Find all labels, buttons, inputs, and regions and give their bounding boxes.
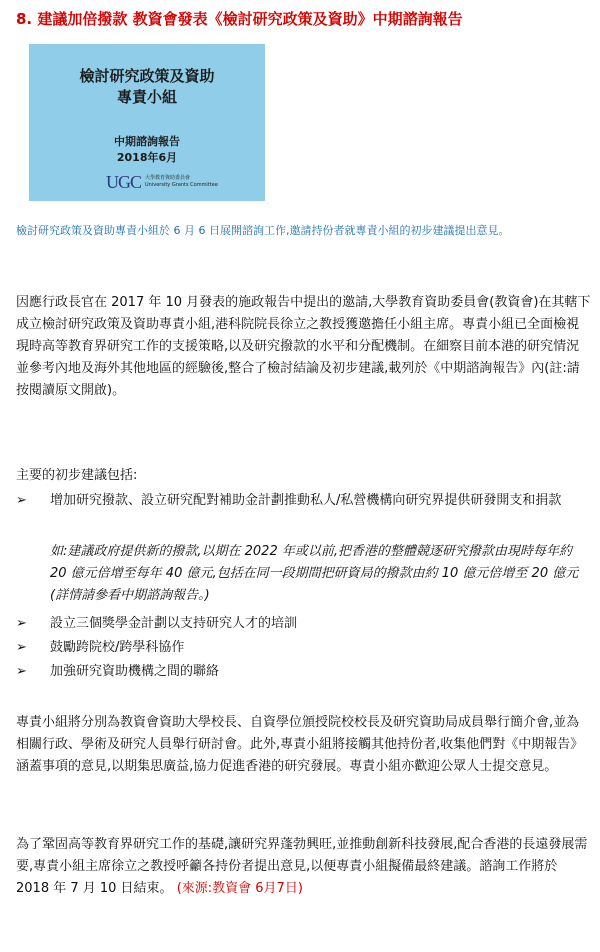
ugc-org-cn: 大學教育資助委員會 — [145, 175, 191, 181]
arrow-bullet-icon: ➢ — [16, 616, 27, 631]
image-caption: 檢討研究政策及資助專責小組於 6 月 6 日展開諮詢工作,邀請持份者就專責小組的初步建議提出意見。 — [16, 224, 510, 237]
recommendations-heading: 主要的初步建議包括: — [16, 468, 138, 483]
bullet-text: 鼓勵跨院校/跨學科協作 — [50, 640, 185, 655]
paragraph-intro: 因應行政長官在 2017 年 10 月發表的施政報告中提出的邀請,大學教育資助委員會(教資會)在其轄下成立檢討研究政策及資助專責小組,港科院院長徐立之教授獲邀擔任小組主席。專責小組已全面檢視現時高等教育界研究工作的支援策略,以及研究撥款的水平和分配機制。在細察目前本港的研究情況並參考內地及海外其他地區的經驗後,整合了檢討結論及初步建議,載列於《中期諮詢報告》內(註:請按閱讀原文開啟)。 — [16, 295, 591, 398]
example-note: 如:建議政府提供新的撥款,以期在 2022 年或以前,把香港的整體競逐研究撥款由現時每年約 20 億元倍增至每年 40 億元,包括在同一段期間把研資局的撥款由約 10 億元倍增至 20 億元(詳情請參看中期諮詢報告。) — [50, 544, 579, 603]
cover-line-2: 專責小組 — [116, 88, 177, 106]
paragraph-closing — [16, 834, 591, 900]
cover-line-4: 2018年6月 — [116, 151, 178, 164]
ugc-logo-mark: UGC — [106, 171, 142, 192]
bullet-text: 增加研究撥款、設立研究配對補助金計劃推動私人/私營機構向研究界提供研發開支和捐款 — [50, 493, 562, 508]
source-note: (來源:教資會 6月7日) — [176, 881, 303, 896]
cover-subheading — [29, 134, 265, 166]
report-cover-image — [29, 44, 265, 201]
bullet-text: 加強研究資助機構之間的聯絡 — [50, 664, 220, 679]
paragraph-briefings: 專責小組將分別為教資會資助大學校長、自資學位頒授院校校長及研究資助局成員舉行簡介會,並為相關行政、學術及研究人員舉行研討會。此外,專責小組將接觸其他持份者,收集他們對《中期報告》涵蓋事項的意見,以期集思廣益,協力促進香港的研究發展。專責小組亦歡迎公眾人士提交意見。 — [16, 715, 584, 774]
cover-heading — [29, 66, 265, 108]
cover-line-3: 中期諮詢報告 — [114, 135, 180, 148]
arrow-bullet-icon: ➢ — [16, 493, 27, 508]
bullet-item — [16, 490, 591, 534]
cover-line-1: 檢討研究政策及資助 — [79, 67, 215, 85]
arrow-bullet-icon: ➢ — [16, 664, 27, 679]
bullet-text: 設立三個獎學金計劃以支持研究人才的培訓 — [50, 616, 298, 631]
arrow-bullet-icon: ➢ — [16, 640, 27, 655]
ugc-logo — [106, 170, 218, 194]
ugc-org-en: University Grants Committee — [145, 182, 218, 188]
ugc-org-name — [145, 175, 218, 189]
article-title: 8. 建議加倍撥款 教資會發表《檢討研究政策及資助》中期諮詢報告 — [16, 10, 463, 28]
closing-text: 為了鞏固高等教育界研究工作的基礎,讓研究界蓬勃興旺,並推動創新科技發展,配合香港的長遠發展需要,專責小組主席徐立之教授呼籲各持份者提出意見,以便專責小組擬備最終建議。諮詢工作將於 2018 年 7 月 10 日結束。 — [16, 837, 588, 896]
